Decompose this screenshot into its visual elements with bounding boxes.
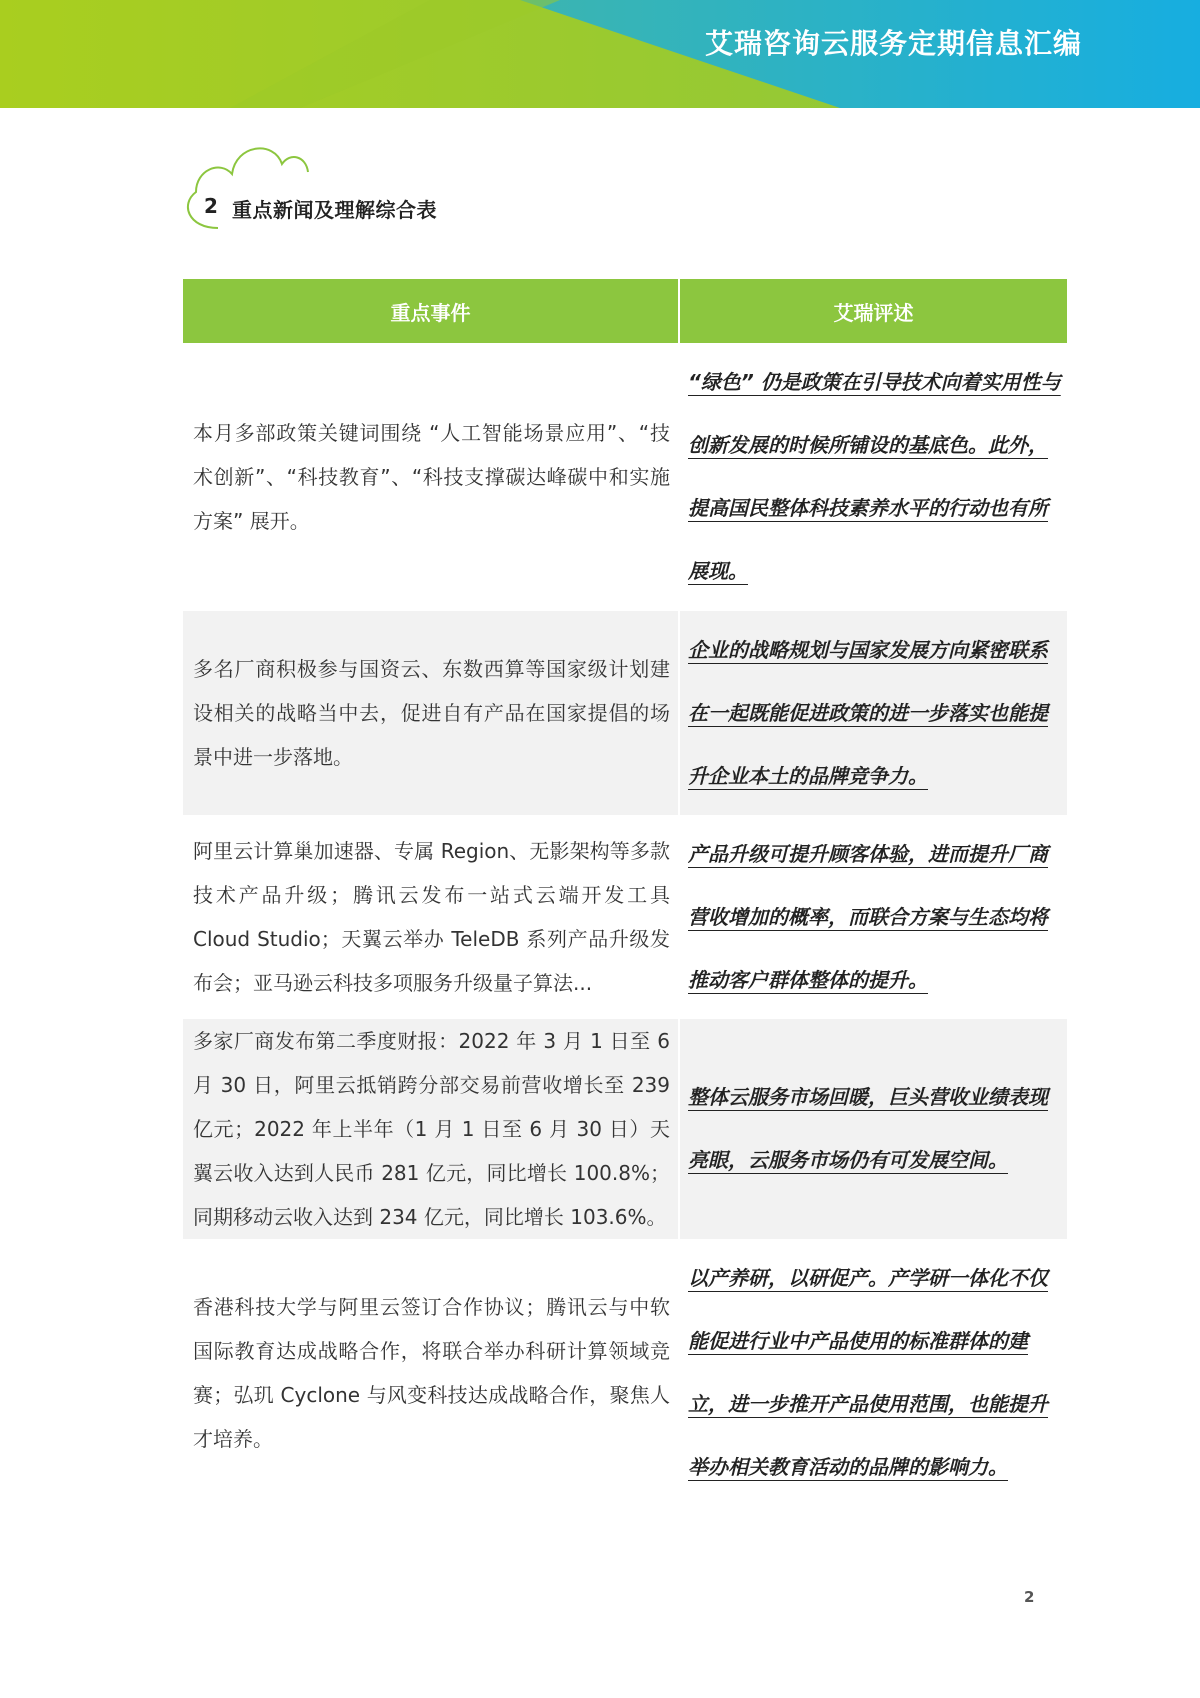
table-row [183, 611, 1067, 815]
comment-cell: 整体云服务市场回暖，巨头营收业绩表现亮眼，云服务市场仍有可发展空间。 [679, 1019, 1067, 1239]
section-number: 2 [204, 194, 218, 218]
comment-cell: 产品升级可提升顾客体验，进而提升厂商营收增加的概率，而联合方案与生态均将推动客户群体整体的提升。 [679, 815, 1067, 1019]
header-iresearch-comment: 艾瑞评述 [679, 279, 1067, 343]
header-banner [0, 0, 1200, 108]
page-number: 2 [1024, 1588, 1035, 1606]
table-row [183, 815, 1067, 1019]
section-heading [178, 138, 538, 238]
comment-cell: 以产养研，以研促产。产学研一体化不仅能促进行业中产品使用的标准群体的建立，进一步推开产品使用范围，也能提升举办相关教育活动的品牌的影响力。 [679, 1239, 1067, 1507]
table-row [183, 1239, 1067, 1507]
event-cell: 阿里云计算巢加速器、专属 Region、无影架构等多款技术产品升级；腾讯云发布一站式云端开发工具 Cloud Studio；天翼云举办 TeleDB 系列产品升级发布会；亚马逊云科技多项服务升级量子算法... [193, 839, 670, 995]
event-cell: 多家厂商发布第二季度财报：2022 年 3 月 1 日至 6 月 30 日，阿里云抵销跨分部交易前营收增长至 239 亿元；2022 年上半年（1 月 1 日至 6 月 30 日）天翼云收入达到人民币 281 亿元，同比增长 100.8%；同期移动云收入达到 234 亿元，同比增长 103.6%。 [183, 1019, 679, 1239]
comment-cell: “绿色” 仍是政策在引导技术向着实用性与创新发展的时候所铺设的基底色。此外，提高国民整体科技素养水平的行动也有所展现。 [679, 343, 1067, 611]
header-title: 艾瑞咨询云服务定期信息汇编 [704, 27, 1082, 60]
header-key-events: 重点事件 [183, 279, 679, 343]
table-row [183, 343, 1067, 611]
cloud-icon [178, 138, 338, 238]
event-cell: 多名厂商积极参与国资云、东数西算等国家级计划建设相关的战略当中去，促进自有产品在国家提倡的场景中进一步落地。 [183, 611, 679, 815]
event-cell: 本月多部政策关键词围绕 “人工智能场景应用”、“技术创新”、“科技教育”、“科技支撑碳达峰碳中和实施方案” 展开。 [193, 421, 670, 533]
comment-cell: 企业的战略规划与国家发展方向紧密联系在一起既能促进政策的进一步落实也能提升企业本土的品牌竞争力。 [679, 611, 1067, 815]
table-row [183, 1019, 1067, 1239]
event-cell: 香港科技大学与阿里云签订合作协议；腾讯云与中软国际教育达成战略合作，将联合举办科研计算领域竞赛；弘玑 Cyclone 与风变科技达成战略合作，聚焦人才培养。 [193, 1295, 670, 1451]
news-table [183, 279, 1067, 1507]
section-title: 重点新闻及理解综合表 [232, 198, 437, 222]
table-header-row [183, 279, 1067, 343]
